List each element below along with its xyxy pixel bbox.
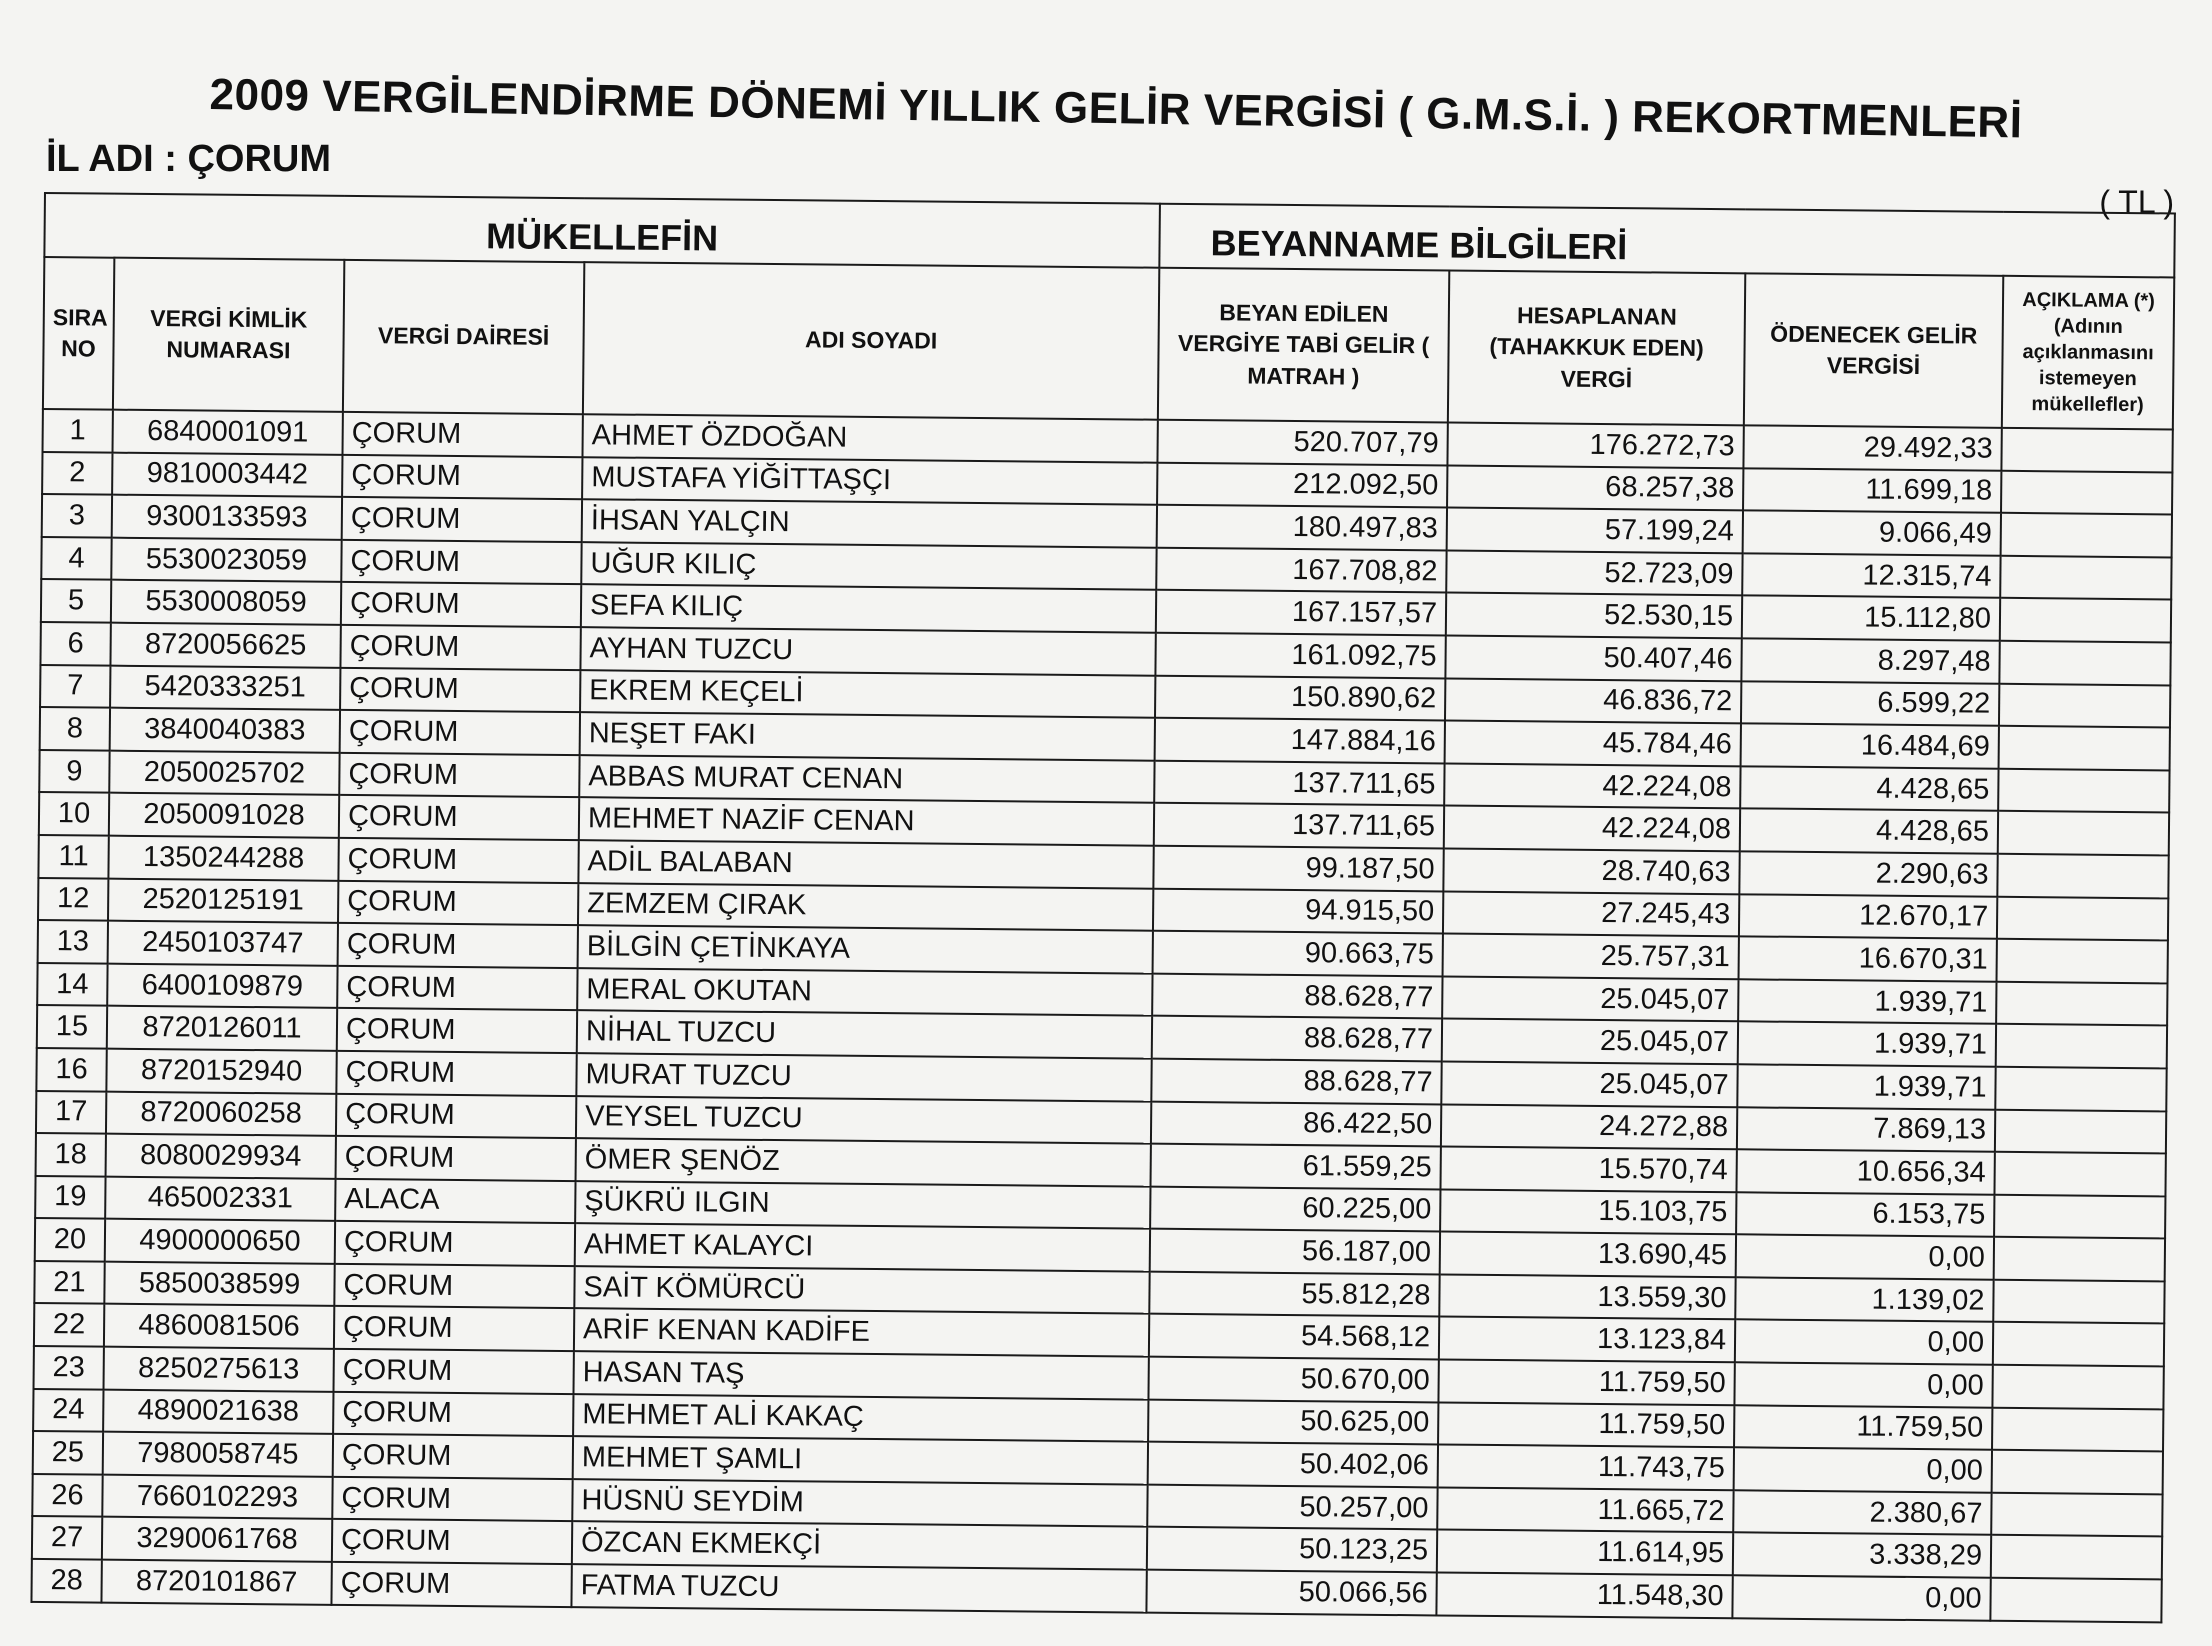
cell-matrah: 99.187,50 xyxy=(1153,846,1443,891)
cell-sira: 3 xyxy=(42,494,112,537)
cell-sira: 13 xyxy=(38,920,108,963)
cell-adi: MUSTAFA YİĞİTTAŞÇI xyxy=(582,457,1157,505)
cell-aciklama xyxy=(2001,513,2172,557)
column-header-vkn: VERGİ KİMLİK NUMARASI xyxy=(113,258,344,412)
cell-vkn: 2050025702 xyxy=(109,750,339,795)
cell-sira: 21 xyxy=(34,1261,104,1304)
cell-odenecek: 12.670,17 xyxy=(1739,894,1997,939)
cell-aciklama xyxy=(1999,726,2170,770)
cell-daire: ALACA xyxy=(335,1179,575,1224)
cell-sira: 28 xyxy=(31,1559,101,1602)
cell-tahakkuk: 11.665,72 xyxy=(1437,1487,1733,1532)
cell-adi: MURAT TUZCU xyxy=(576,1053,1151,1101)
cell-sira: 2 xyxy=(42,452,112,495)
cell-sira: 25 xyxy=(33,1431,103,1474)
cell-vkn: 5420333251 xyxy=(110,665,340,710)
records-table-wrapper xyxy=(30,192,2176,1623)
cell-tahakkuk: 11.759,50 xyxy=(1438,1402,1734,1447)
column-header-sira: SIRA NO xyxy=(43,257,114,410)
cell-sira: 23 xyxy=(34,1346,104,1389)
cell-daire: ÇORUM xyxy=(336,1093,576,1138)
cell-matrah: 167.157,57 xyxy=(1156,590,1446,635)
cell-matrah: 137.711,65 xyxy=(1154,760,1444,805)
cell-odenecek: 0,00 xyxy=(1736,1235,1994,1280)
cell-sira: 20 xyxy=(35,1218,105,1261)
cell-tahakkuk: 11.548,30 xyxy=(1436,1572,1732,1617)
cell-aciklama xyxy=(1994,1194,2165,1238)
cell-odenecek: 0,00 xyxy=(1734,1448,1992,1493)
cell-sira: 27 xyxy=(32,1516,102,1559)
cell-tahakkuk: 52.723,09 xyxy=(1446,550,1742,595)
cell-sira: 12 xyxy=(38,878,108,921)
cell-tahakkuk: 15.103,75 xyxy=(1440,1189,1736,1234)
cell-adi: ADİL BALABAN xyxy=(578,840,1153,888)
cell-sira: 11 xyxy=(38,835,108,878)
cell-odenecek: 0,00 xyxy=(1732,1575,1990,1620)
cell-vkn: 4890021638 xyxy=(103,1389,333,1434)
cell-tahakkuk: 45.784,46 xyxy=(1445,721,1741,766)
cell-odenecek: 2.380,67 xyxy=(1733,1490,1991,1535)
column-header-tahakkuk: HESAPLANAN (TAHAKKUK EDEN) VERGİ xyxy=(1448,270,1745,425)
cell-daire: ÇORUM xyxy=(335,1221,575,1266)
cell-matrah: 50.257,00 xyxy=(1147,1484,1437,1529)
cell-matrah: 161.092,75 xyxy=(1155,633,1445,678)
cell-matrah: 50.402,06 xyxy=(1148,1442,1438,1487)
cell-daire: ÇORUM xyxy=(334,1306,574,1351)
cell-odenecek: 9.066,49 xyxy=(1743,511,2001,556)
currency-unit: ( TL ) xyxy=(2099,184,2174,220)
cell-odenecek: 7.869,13 xyxy=(1737,1107,1995,1152)
cell-daire: ÇORUM xyxy=(339,753,579,798)
cell-matrah: 88.628,77 xyxy=(1152,973,1442,1018)
cell-daire: ÇORUM xyxy=(342,497,582,542)
cell-odenecek: 1.939,71 xyxy=(1738,1022,1996,1067)
column-header-aciklama: AÇIKLAMA (*) (Adının açıklanmasını istemeyen mükellefler) xyxy=(2002,276,2174,430)
cell-matrah: 150.890,62 xyxy=(1155,675,1445,720)
cell-tahakkuk: 11.614,95 xyxy=(1437,1530,1733,1575)
cell-adi: AHMET ÖZDOĞAN xyxy=(582,414,1157,462)
cell-vkn: 3840040383 xyxy=(110,708,340,753)
cell-daire: ÇORUM xyxy=(342,412,582,457)
cell-tahakkuk: 25.045,07 xyxy=(1442,976,1738,1021)
cell-adi: ÖMER ŞENÖZ xyxy=(576,1138,1151,1186)
cell-adi: ABBAS MURAT CENAN xyxy=(579,755,1154,803)
cell-sira: 6 xyxy=(40,622,110,665)
records-table xyxy=(30,192,2176,1623)
cell-matrah: 55.812,28 xyxy=(1149,1272,1439,1317)
cell-aciklama xyxy=(1995,1067,2166,1111)
cell-adi: VEYSEL TUZCU xyxy=(576,1096,1151,1144)
cell-adi: ZEMZEM ÇIRAK xyxy=(578,883,1153,931)
cell-sira: 17 xyxy=(36,1090,106,1133)
cell-aciklama xyxy=(1993,1322,2164,1366)
cell-adi: AYHAN TUZCU xyxy=(580,627,1155,675)
cell-adi: HÜSNÜ SEYDİM xyxy=(572,1479,1147,1527)
cell-matrah: 212.092,50 xyxy=(1157,462,1447,507)
cell-tahakkuk: 42.224,08 xyxy=(1444,806,1740,851)
province-label: İL ADI : ÇORUM xyxy=(46,138,331,180)
cell-aciklama xyxy=(1994,1237,2165,1281)
cell-sira: 8 xyxy=(40,707,110,750)
cell-daire: ÇORUM xyxy=(331,1562,571,1607)
cell-matrah: 94.915,50 xyxy=(1153,888,1443,933)
table-column-header xyxy=(43,257,2174,429)
cell-daire: ÇORUM xyxy=(341,582,581,627)
cell-tahakkuk: 27.245,43 xyxy=(1443,891,1739,936)
cell-vkn: 4900000650 xyxy=(105,1219,335,1264)
cell-odenecek: 11.699,18 xyxy=(1743,468,2001,513)
cell-adi: MERAL OKUTAN xyxy=(577,968,1152,1016)
cell-vkn: 5850038599 xyxy=(104,1262,334,1307)
cell-tahakkuk: 13.690,45 xyxy=(1440,1232,1736,1277)
cell-tahakkuk: 176.272,73 xyxy=(1447,422,1743,467)
cell-aciklama xyxy=(1992,1407,2163,1451)
cell-odenecek: 16.484,69 xyxy=(1741,723,1999,768)
cell-adi: FATMA TUZCU xyxy=(571,1564,1146,1612)
cell-odenecek: 29.492,33 xyxy=(1743,425,2001,470)
cell-daire: ÇORUM xyxy=(340,667,580,712)
cell-vkn: 9810003442 xyxy=(112,452,342,497)
cell-matrah: 61.559,25 xyxy=(1151,1144,1441,1189)
cell-matrah: 50.123,25 xyxy=(1147,1527,1437,1572)
cell-matrah: 50.670,00 xyxy=(1149,1357,1439,1402)
cell-daire: ÇORUM xyxy=(342,454,582,499)
cell-odenecek: 4.428,65 xyxy=(1740,766,1998,811)
cell-vkn: 465002331 xyxy=(105,1176,335,1221)
cell-vkn: 8080029934 xyxy=(106,1134,336,1179)
cell-daire: ÇORUM xyxy=(333,1349,573,1394)
cell-aciklama xyxy=(1992,1365,2163,1409)
cell-vkn: 8720101867 xyxy=(101,1560,331,1605)
cell-vkn: 2450103747 xyxy=(108,921,338,966)
cell-adi: SAİT KÖMÜRCÜ xyxy=(574,1266,1149,1314)
cell-aciklama xyxy=(1996,981,2167,1025)
cell-daire: ÇORUM xyxy=(338,880,578,925)
cell-adi: ARİF KENAN KADİFE xyxy=(574,1309,1149,1357)
cell-odenecek: 2.290,63 xyxy=(1739,851,1997,896)
cell-matrah: 180.497,83 xyxy=(1157,505,1447,550)
cell-matrah: 50.066,56 xyxy=(1146,1570,1436,1615)
column-header-daire: VERGİ DAİRESİ xyxy=(343,260,584,414)
cell-daire: ÇORUM xyxy=(336,1051,576,1096)
cell-tahakkuk: 42.224,08 xyxy=(1444,763,1740,808)
cell-daire: ÇORUM xyxy=(338,838,578,883)
cell-tahakkuk: 13.559,30 xyxy=(1439,1274,1735,1319)
cell-vkn: 8720056625 xyxy=(110,623,340,668)
cell-matrah: 147.884,16 xyxy=(1155,718,1445,763)
cell-vkn: 2050091028 xyxy=(109,793,339,838)
cell-adi: AHMET KALAYCI xyxy=(575,1223,1150,1271)
cell-odenecek: 6.153,75 xyxy=(1736,1192,1994,1237)
cell-daire: ÇORUM xyxy=(337,1008,577,1053)
cell-adi: EKREM KEÇELİ xyxy=(580,670,1155,718)
cell-tahakkuk: 25.045,07 xyxy=(1441,1061,1737,1106)
cell-vkn: 6400109879 xyxy=(107,963,337,1008)
cell-daire: ÇORUM xyxy=(338,923,578,968)
cell-sira: 1 xyxy=(43,409,113,452)
cell-sira: 15 xyxy=(37,1005,107,1048)
cell-vkn: 5530008059 xyxy=(111,580,341,625)
cell-matrah: 88.628,77 xyxy=(1152,1016,1442,1061)
cell-odenecek: 0,00 xyxy=(1735,1320,1993,1365)
cell-matrah: 520.707,79 xyxy=(1158,420,1448,465)
cell-adi: BİLGİN ÇETİNKAYA xyxy=(578,925,1153,973)
cell-tahakkuk: 28.740,63 xyxy=(1443,848,1739,893)
cell-aciklama xyxy=(1993,1280,2164,1324)
group-header-taxpayer: MÜKELLEFİN xyxy=(44,193,1160,268)
cell-sira: 24 xyxy=(33,1389,103,1432)
cell-odenecek: 6.599,22 xyxy=(1741,681,1999,726)
column-header-adi: ADI SOYADI xyxy=(583,262,1159,420)
cell-aciklama xyxy=(1991,1493,2162,1537)
cell-vkn: 7980058745 xyxy=(103,1432,333,1477)
cell-aciklama xyxy=(1992,1450,2163,1494)
cell-vkn: 1350244288 xyxy=(108,836,338,881)
cell-daire: ÇORUM xyxy=(339,795,579,840)
cell-matrah: 50.625,00 xyxy=(1148,1399,1438,1444)
cell-tahakkuk: 25.045,07 xyxy=(1442,1019,1738,1064)
cell-daire: ÇORUM xyxy=(336,1136,576,1181)
cell-vkn: 2520125191 xyxy=(108,878,338,923)
cell-adi: UĞUR KILIÇ xyxy=(581,542,1156,590)
cell-sira: 22 xyxy=(34,1303,104,1346)
cell-daire: ÇORUM xyxy=(333,1391,573,1436)
cell-odenecek: 10.656,34 xyxy=(1737,1149,1995,1194)
cell-adi: MEHMET NAZİF CENAN xyxy=(579,798,1154,846)
cell-vkn: 8250275613 xyxy=(104,1347,334,1392)
cell-odenecek: 11.759,50 xyxy=(1734,1405,1992,1450)
cell-vkn: 6840001091 xyxy=(113,410,343,455)
cell-daire: ÇORUM xyxy=(332,1477,572,1522)
cell-odenecek: 1.939,71 xyxy=(1738,979,1996,1024)
cell-sira: 14 xyxy=(37,963,107,1006)
cell-matrah: 137.711,65 xyxy=(1154,803,1444,848)
cell-adi: SEFA KILIÇ xyxy=(581,585,1156,633)
cell-tahakkuk: 13.123,84 xyxy=(1439,1317,1735,1362)
cell-adi: ŞÜKRÜ ILGIN xyxy=(575,1181,1150,1229)
cell-matrah: 86.422,50 xyxy=(1151,1101,1441,1146)
cell-tahakkuk: 46.836,72 xyxy=(1445,678,1741,723)
cell-vkn: 4860081506 xyxy=(104,1304,334,1349)
cell-aciklama xyxy=(1999,683,2170,727)
cell-odenecek: 4.428,65 xyxy=(1740,809,1998,854)
cell-aciklama xyxy=(1990,1578,2161,1622)
cell-vkn: 8720060258 xyxy=(106,1091,336,1136)
cell-odenecek: 15.112,80 xyxy=(1742,596,2000,641)
cell-odenecek: 12.315,74 xyxy=(1742,553,2000,598)
cell-matrah: 90.663,75 xyxy=(1153,931,1443,976)
cell-daire: ÇORUM xyxy=(337,966,577,1011)
cell-adi: ÖZCAN EKMEKÇİ xyxy=(572,1522,1147,1570)
cell-matrah: 167.708,82 xyxy=(1156,547,1446,592)
cell-sira: 10 xyxy=(39,792,109,835)
cell-vkn: 3290061768 xyxy=(102,1517,332,1562)
cell-matrah: 60.225,00 xyxy=(1150,1186,1440,1231)
cell-odenecek: 16.670,31 xyxy=(1739,936,1997,981)
cell-aciklama xyxy=(1998,811,2169,855)
cell-tahakkuk: 50.407,46 xyxy=(1445,635,1741,680)
cell-tahakkuk: 52.530,15 xyxy=(1446,593,1742,638)
cell-sira: 19 xyxy=(35,1176,105,1219)
cell-adi: İHSAN YALÇIN xyxy=(582,499,1157,547)
cell-aciklama xyxy=(1995,1109,2166,1153)
cell-adi: MEHMET ŞAMLI xyxy=(573,1436,1148,1484)
cell-vkn: 5530023059 xyxy=(111,537,341,582)
cell-aciklama xyxy=(1996,1024,2167,1068)
cell-daire: ÇORUM xyxy=(332,1519,572,1564)
table-body xyxy=(31,409,2172,1622)
cell-aciklama xyxy=(1991,1535,2162,1579)
cell-aciklama xyxy=(2001,470,2172,514)
cell-sira: 16 xyxy=(36,1048,106,1091)
cell-matrah: 54.568,12 xyxy=(1149,1314,1439,1359)
cell-aciklama xyxy=(1997,896,2168,940)
cell-adi: NİHAL TUZCU xyxy=(577,1010,1152,1058)
cell-adi: HASAN TAŞ xyxy=(573,1351,1148,1399)
cell-odenecek: 8.297,48 xyxy=(1741,638,1999,683)
cell-tahakkuk: 15.570,74 xyxy=(1441,1147,1737,1192)
cell-daire: ÇORUM xyxy=(334,1264,574,1309)
cell-vkn: 9300133593 xyxy=(112,495,342,540)
cell-aciklama xyxy=(2000,598,2171,642)
cell-sira: 5 xyxy=(41,579,111,622)
cell-tahakkuk: 11.743,75 xyxy=(1438,1445,1734,1490)
cell-aciklama xyxy=(1997,854,2168,898)
cell-vkn: 7660102293 xyxy=(102,1474,332,1519)
cell-daire: ÇORUM xyxy=(340,710,580,755)
cell-aciklama xyxy=(2000,556,2171,600)
cell-aciklama xyxy=(1999,641,2170,685)
document-title: 2009 VERGİLENDİRME DÖNEMİ YILLIK GELİR VERGİSİ ( G.M.S.İ. ) REKORTMENLERİ xyxy=(209,70,2023,148)
cell-tahakkuk: 24.272,88 xyxy=(1441,1104,1737,1149)
column-header-odenecek: ÖDENECEK GELİR VERGİSİ xyxy=(1744,273,2003,427)
cell-daire: ÇORUM xyxy=(333,1434,573,1479)
cell-aciklama xyxy=(1995,1152,2166,1196)
cell-sira: 4 xyxy=(41,537,111,580)
cell-matrah: 56.187,00 xyxy=(1150,1229,1440,1274)
cell-odenecek: 1.939,71 xyxy=(1737,1064,1995,1109)
cell-daire: ÇORUM xyxy=(340,625,580,670)
cell-sira: 18 xyxy=(36,1133,106,1176)
cell-aciklama xyxy=(1997,939,2168,983)
cell-odenecek: 3.338,29 xyxy=(1733,1533,1991,1578)
column-header-matrah: BEYAN EDİLEN VERGİYE TABİ GELİR ( MATRAH ) xyxy=(1158,268,1449,423)
cell-daire: ÇORUM xyxy=(341,540,581,585)
group-header-declaration: BEYANNAME BİLGİLERİ xyxy=(1159,204,2175,278)
cell-sira: 26 xyxy=(32,1474,102,1517)
cell-adi: MEHMET ALİ KAKAÇ xyxy=(573,1394,1148,1442)
cell-tahakkuk: 25.757,31 xyxy=(1443,934,1739,979)
cell-vkn: 8720126011 xyxy=(107,1006,337,1051)
cell-tahakkuk: 68.257,38 xyxy=(1447,465,1743,510)
cell-vkn: 8720152940 xyxy=(106,1049,336,1094)
cell-adi: NEŞET FAKI xyxy=(580,712,1155,760)
cell-tahakkuk: 11.759,50 xyxy=(1438,1360,1734,1405)
cell-sira: 9 xyxy=(39,750,109,793)
cell-odenecek: 1.139,02 xyxy=(1735,1277,1993,1322)
cell-odenecek: 0,00 xyxy=(1734,1362,1992,1407)
cell-aciklama xyxy=(1998,769,2169,813)
cell-aciklama xyxy=(2001,428,2172,472)
cell-sira: 7 xyxy=(40,665,110,708)
cell-matrah: 88.628,77 xyxy=(1151,1059,1441,1104)
cell-tahakkuk: 57.199,24 xyxy=(1447,508,1743,553)
